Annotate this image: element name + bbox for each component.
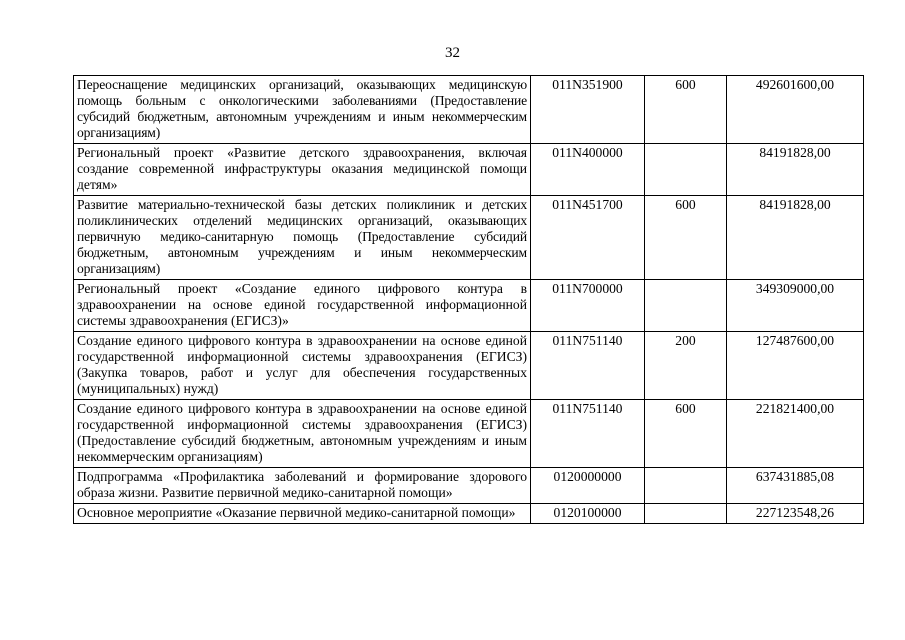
table-row — [74, 400, 864, 468]
budget-table — [73, 75, 864, 524]
row-code: 011N751140 — [531, 400, 645, 468]
row-expense-type — [645, 504, 727, 524]
row-amount: 127487600,00 — [727, 332, 864, 400]
row-expense-type — [645, 144, 727, 196]
row-amount: 84191828,00 — [727, 144, 864, 196]
row-name: Региональный проект «Создание единого цифрового контура в здравоохранении на основе единой государственной информационной системы здравоохранения (ЕГИСЗ)» — [74, 280, 531, 332]
row-name: Региональный проект «Развитие детского здравоохранения, включая создание современной инфраструктуры оказания медицинской помощи детям» — [74, 144, 531, 196]
row-amount: 227123548,26 — [727, 504, 864, 524]
table-row — [74, 144, 864, 196]
table-row — [74, 504, 864, 524]
row-amount: 84191828,00 — [727, 196, 864, 280]
row-expense-type: 600 — [645, 196, 727, 280]
row-code: 0120000000 — [531, 468, 645, 504]
row-code: 011N351900 — [531, 76, 645, 144]
row-amount: 637431885,08 — [727, 468, 864, 504]
row-expense-type — [645, 280, 727, 332]
row-name: Создание единого цифрового контура в здравоохранении на основе единой государственной информационной системы здравоохранения (ЕГИСЗ) (Предоставление субсидий бюджетным, автономным учреждениям и иным некоммерческим организациям) — [74, 400, 531, 468]
row-code: 011N451700 — [531, 196, 645, 280]
row-code: 011N400000 — [531, 144, 645, 196]
row-expense-type — [645, 468, 727, 504]
row-name: Подпрограмма «Профилактика заболеваний и формирование здорового образа жизни. Развитие первичной медико-санитарной помощи» — [74, 468, 531, 504]
table-row — [74, 332, 864, 400]
table-row — [74, 468, 864, 504]
table-row — [74, 76, 864, 144]
row-code: 0120100000 — [531, 504, 645, 524]
table-row — [74, 280, 864, 332]
row-amount: 349309000,00 — [727, 280, 864, 332]
row-name: Переоснащение медицинских организаций, оказывающих медицинскую помощь больным с онкологическими заболеваниями (Предоставление субсидий бюджетным, автономным учреждениям и иным некоммерческим организациям) — [74, 76, 531, 144]
table-row — [74, 196, 864, 280]
row-name: Создание единого цифрового контура в здравоохранении на основе единой государственной информационной системы здравоохранения (ЕГИСЗ) (Закупка товаров, работ и услуг для обеспечения государственных (муниципальных) нужд) — [74, 332, 531, 400]
page-number: 32 — [445, 45, 460, 61]
row-expense-type: 200 — [645, 332, 727, 400]
row-code: 011N700000 — [531, 280, 645, 332]
row-amount: 221821400,00 — [727, 400, 864, 468]
row-name: Развитие материально-технической базы детских поликлиник и детских поликлинических отделений медицинских организаций, оказывающих первичную медико-санитарную помощь (Предоставление субсидий бюджетным, автономным учреждениям и иным некоммерческим организациям) — [74, 196, 531, 280]
row-code: 011N751140 — [531, 332, 645, 400]
row-name: Основное мероприятие «Оказание первичной медико-санитарной помощи» — [74, 504, 531, 524]
row-amount: 492601600,00 — [727, 76, 864, 144]
row-expense-type: 600 — [645, 76, 727, 144]
row-expense-type: 600 — [645, 400, 727, 468]
